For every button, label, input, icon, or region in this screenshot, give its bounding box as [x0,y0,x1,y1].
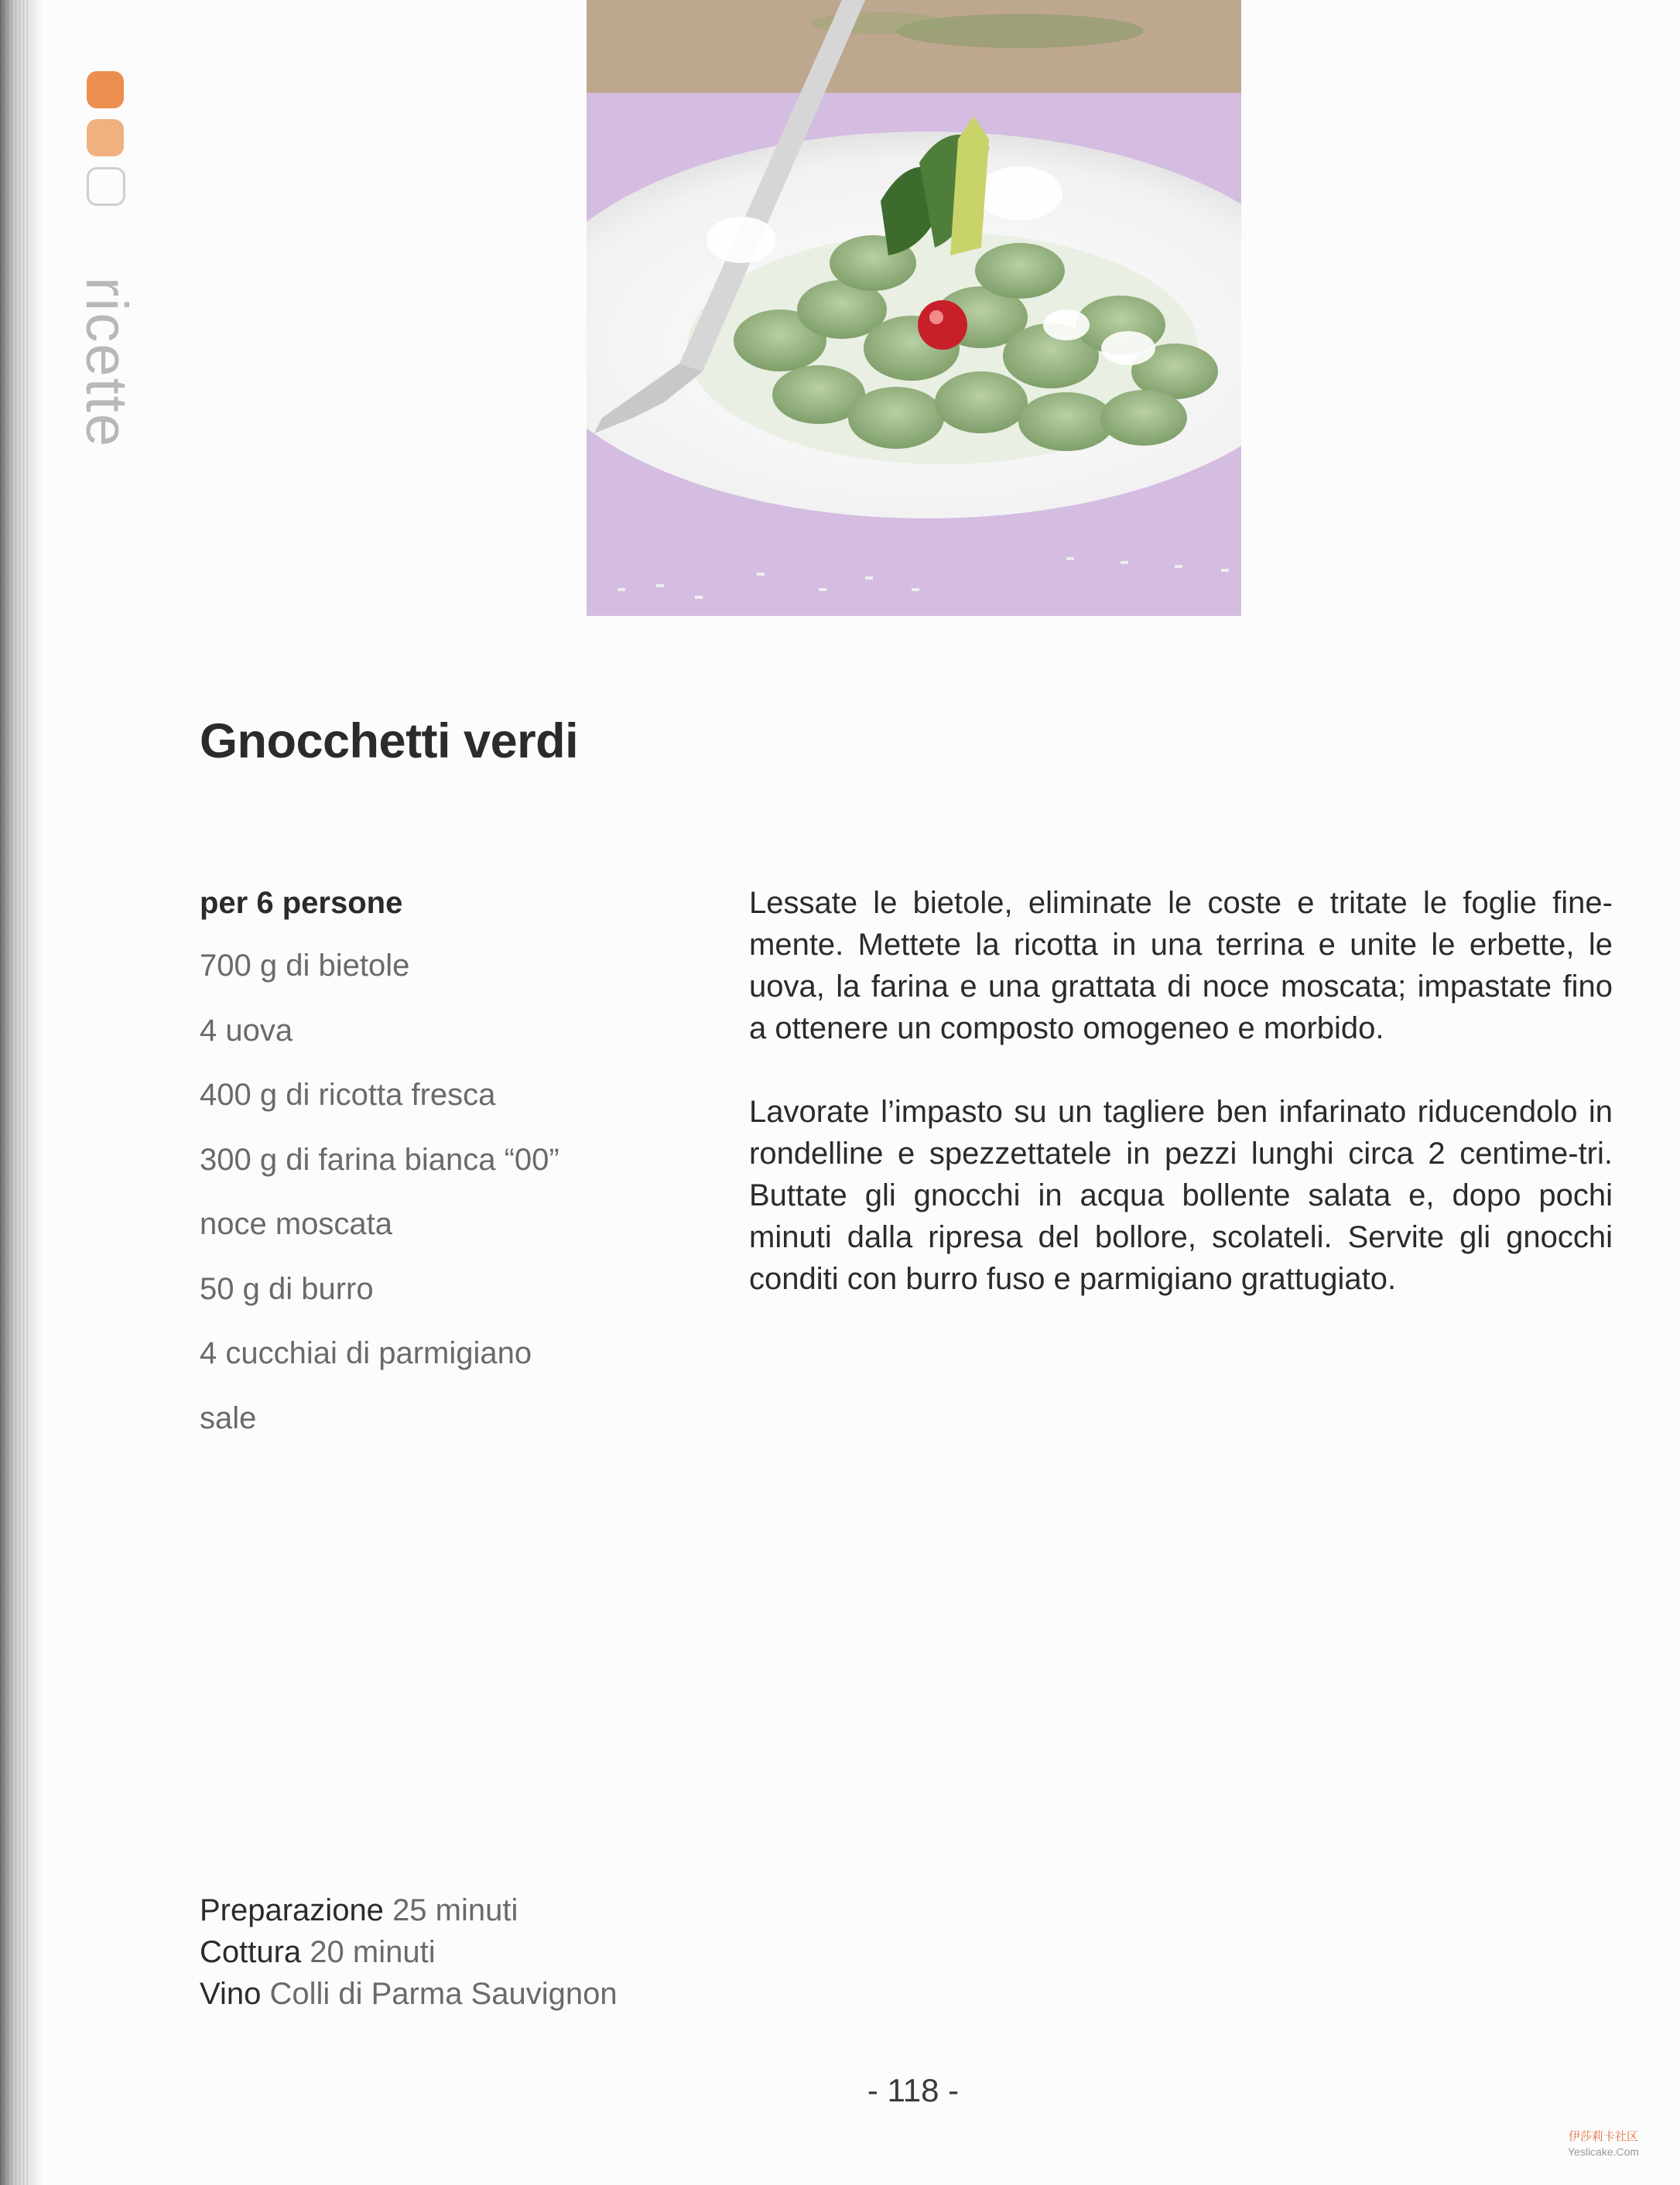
meta-label: Vino [200,1977,262,2011]
recipe-title: Gnocchetti verdi [200,714,579,768]
method-paragraph: Lessate le bietole, eliminate le coste e tritate le foglie fine-mente. Mettete la ricotta in una terrina e unite le erbette, le uova, la farina e una grattata di noce moscata; impastate fino a ottenere un composto omogeneo e morbido. [749,886,1613,1045]
page-edge-lines [0,0,31,2185]
ingredient-item: 50 g di burro [200,1271,374,1306]
ingredient-item: 400 g di ricotta fresca [200,1078,496,1112]
meta-label: Preparazione [200,1893,384,1927]
watermark [1568,2129,1639,2159]
section-label: ricette [74,277,139,448]
prep-time-row [200,1889,618,1931]
meta-label: Cottura [200,1935,302,1969]
ingredient-item: 300 g di farina bianca “00” [200,1142,559,1177]
servings-label: per 6 persone [200,886,403,920]
watermark-line2: Yeslicake.Com [1568,2146,1640,2158]
ingredient-item: 4 uova [200,1013,293,1048]
cook-time-row [200,1931,618,1973]
meta-value: 20 minuti [310,1935,436,1969]
meta-value: 25 minuti [392,1893,518,1927]
recipe-meta [200,1889,618,2015]
wine-row [200,1973,618,2015]
outline-dot [87,167,125,206]
orange-dot [87,71,124,108]
ingredient-item: sale [200,1400,257,1435]
gnocchi-plate-illustration [587,0,1241,616]
ingredient-list [200,944,559,1461]
page-number: - 118 - [867,2072,960,2108]
light-orange-dot [87,119,124,156]
method-text [749,882,1613,1342]
meta-value: Colli di Parma Sauvignon [269,1977,618,2011]
dish-photo [587,0,1241,616]
ingredient-item: 700 g di bietole [200,949,410,983]
ingredient-item: noce moscata [200,1207,393,1241]
method-paragraph: Lavorate l’impasto su un tagliere ben infarinato riducendolo in rondelline e spezzettatele in pezzi lunghi circa 2 centime-tri. Buttate gli gnocchi in acqua bollente salata e, dopo pochi minuti dalla ripresa del bollore, scolateli. Servite gli gnocchi conditi con burro fuso e parmigiano grattugiato. [749,1095,1613,1296]
ingredient-item: 4 cucchiai di parmigiano [200,1336,532,1370]
watermark-line1: 伊莎莉卡社区 [1569,2130,1639,2143]
